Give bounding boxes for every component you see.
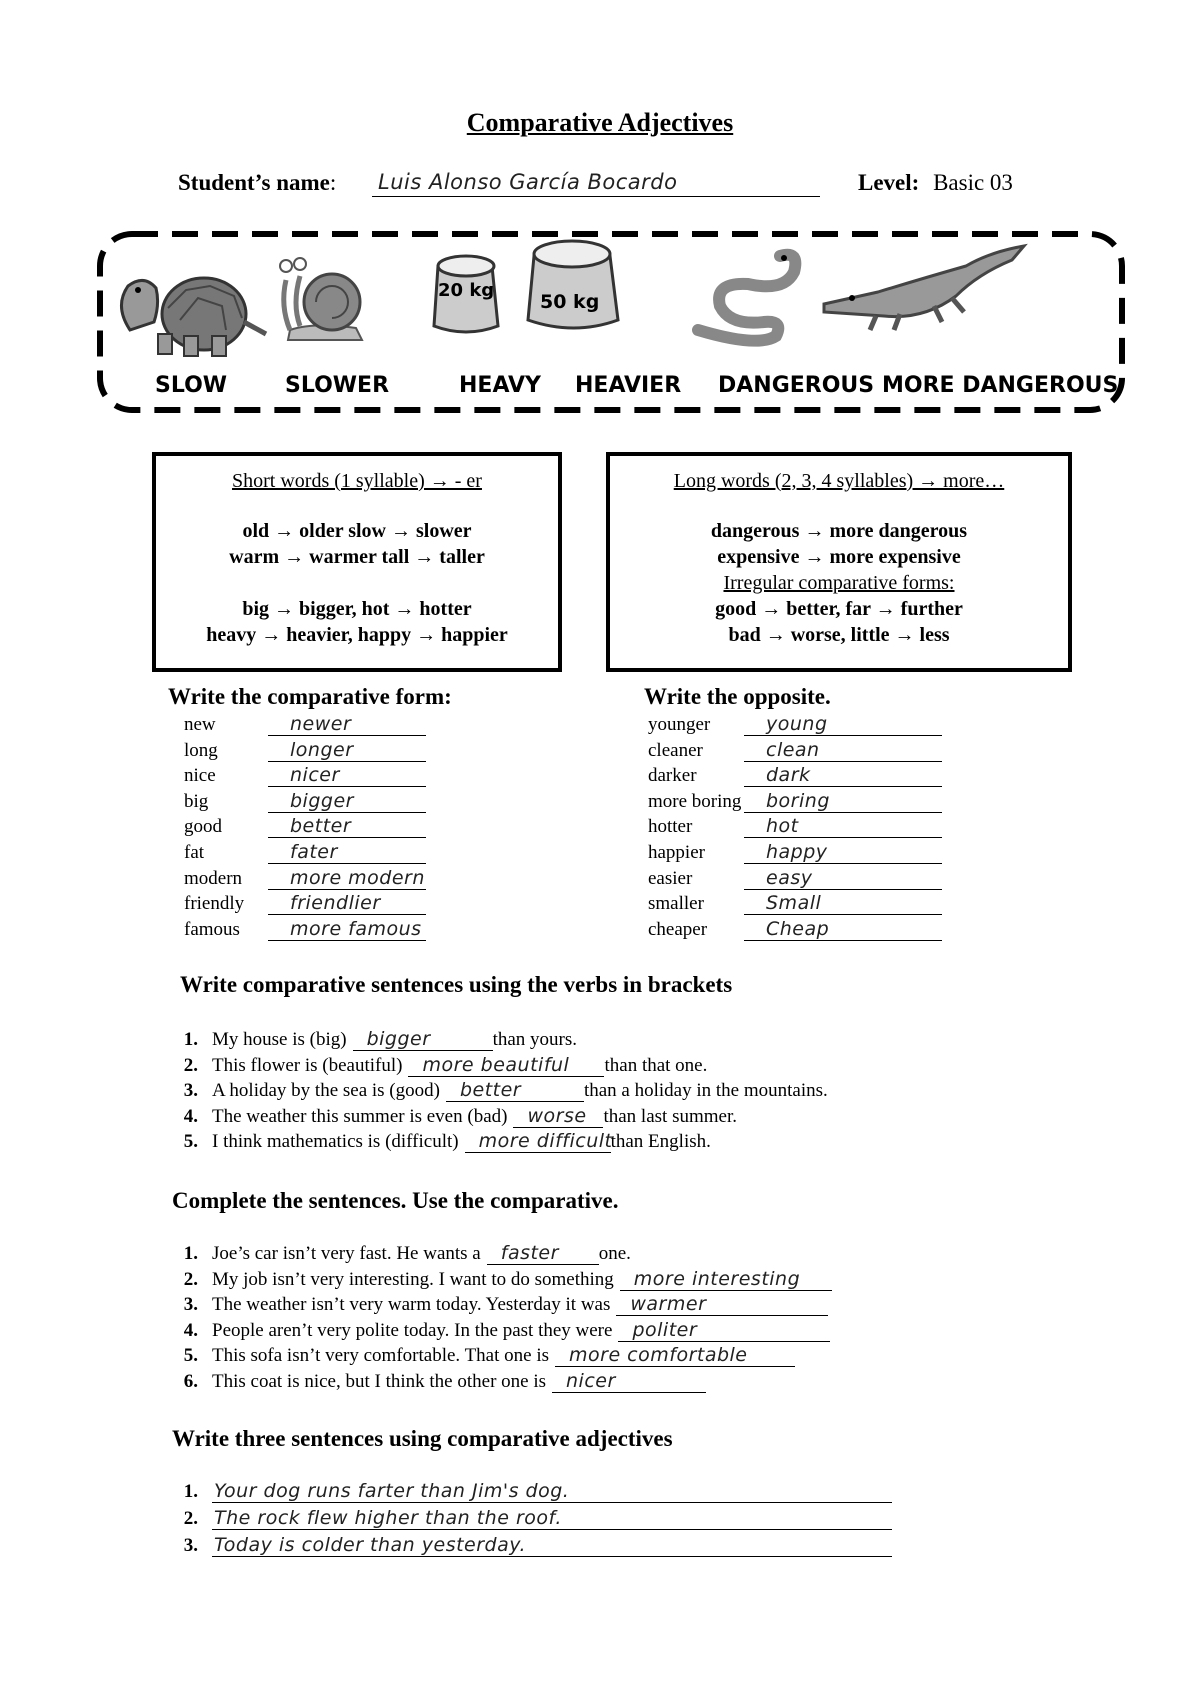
answer-field[interactable] xyxy=(744,813,942,838)
level-value: Basic 03 xyxy=(933,170,1013,195)
answer-field[interactable] xyxy=(408,1054,604,1077)
sentence-item xyxy=(160,1480,892,1504)
list-item xyxy=(184,714,426,738)
answer-text: hot xyxy=(766,815,799,838)
answer-field[interactable] xyxy=(268,865,426,890)
answer-text: more beautiful xyxy=(422,1053,570,1076)
answer-field[interactable] xyxy=(446,1079,584,1102)
answer-field[interactable] xyxy=(744,839,942,864)
word-label: new xyxy=(184,714,216,735)
list-item xyxy=(184,919,426,943)
label-slower: SLOWER xyxy=(285,373,390,398)
word-label: fat xyxy=(184,842,205,863)
label-slow: SLOW xyxy=(155,373,228,398)
answer-field[interactable] xyxy=(618,1319,830,1342)
answer-field[interactable] xyxy=(744,788,942,813)
sentence-prompt: The weather this summer is even (bad) xyxy=(212,1105,508,1127)
answer-field[interactable] xyxy=(616,1293,828,1316)
answer-field[interactable] xyxy=(744,737,942,762)
answer-text: Small xyxy=(766,892,822,915)
word-label: friendly xyxy=(184,893,245,915)
answer-text: better xyxy=(459,1079,522,1102)
bag-50kg-image xyxy=(528,241,618,328)
answer-field[interactable] xyxy=(620,1268,832,1291)
bag-20kg-image xyxy=(434,256,498,332)
level-row xyxy=(858,170,1013,196)
word-label: famous xyxy=(184,918,240,940)
student-name-field[interactable] xyxy=(372,168,820,197)
sentence-item xyxy=(160,1028,577,1052)
brackets-section-title: Write comparative sentences using the verbs in brackets xyxy=(180,972,733,997)
item-number: 1. xyxy=(183,1481,198,1502)
label-dangerous: DANGEROUS xyxy=(718,373,875,398)
answer-text: faster xyxy=(500,1242,559,1264)
answer-field[interactable] xyxy=(744,890,942,915)
sentence-ending: than yours. xyxy=(492,1029,578,1050)
answer-field[interactable] xyxy=(268,916,426,941)
item-number: 4. xyxy=(183,1319,198,1341)
student-name-row: Student’s name: xyxy=(178,170,337,195)
item-number: 6. xyxy=(183,1371,198,1392)
student-name-label: Student’s name xyxy=(178,170,330,195)
answer-field[interactable] xyxy=(212,1480,892,1503)
item-number: 5. xyxy=(183,1131,198,1153)
answer-field[interactable] xyxy=(212,1507,892,1530)
sentence-prompt: My house is (big) xyxy=(212,1029,347,1050)
sentence-item xyxy=(160,1130,711,1154)
item-number: 1. xyxy=(183,1243,198,1264)
list-item xyxy=(648,893,942,917)
rule-line: big → bigger, hot → hotter xyxy=(242,598,472,620)
list-item xyxy=(648,919,942,943)
irregular-heading: Irregular comparative forms: xyxy=(723,572,955,594)
sentence-prompt: The weather isn’t very warm today. Yesterday it was xyxy=(212,1294,611,1316)
answer-text: longer xyxy=(290,738,354,761)
complete-section-title: Complete the sentences. Use the comparative. xyxy=(172,1188,619,1213)
rules-long-box xyxy=(606,452,1072,672)
answer-text: more comfortable xyxy=(569,1344,748,1367)
item-number: 3. xyxy=(183,1294,198,1316)
list-item xyxy=(648,791,942,815)
answer-field[interactable] xyxy=(744,865,942,890)
answer-field[interactable] xyxy=(487,1242,599,1265)
answer-text: boring xyxy=(766,789,830,812)
item-number: 2. xyxy=(183,1508,198,1529)
answer-field[interactable] xyxy=(744,711,942,736)
sentence-prompt: This coat is nice, but I think the other one is xyxy=(212,1371,547,1392)
answer-text: friendlier xyxy=(290,892,381,915)
sentence-item xyxy=(160,1507,892,1531)
answer-text: worse xyxy=(527,1104,587,1127)
snail-image xyxy=(280,258,362,340)
answer-text: young xyxy=(766,713,828,735)
rule-line: heavy → heavier, happy → happier xyxy=(206,624,508,646)
student-name-value: Luis Alonso García Bocardo xyxy=(378,170,678,194)
answer-text: dark xyxy=(766,764,811,787)
sentence-item xyxy=(160,1105,737,1129)
crocodile-image xyxy=(824,246,1024,330)
list-item xyxy=(184,842,426,866)
answer-text: more modern xyxy=(290,866,425,889)
word-label: modern xyxy=(184,867,243,889)
sentence-item xyxy=(160,1534,892,1558)
list-item xyxy=(184,740,426,764)
rules-short-box xyxy=(152,452,562,672)
answer-text: clean xyxy=(766,738,820,761)
sentence-prompt: This sofa isn’t very comfortable. That one is xyxy=(212,1345,549,1367)
rule-line: dangerous → more dangerous xyxy=(710,520,968,542)
answer-text: Today is colder than yesterday. xyxy=(214,1534,527,1556)
answer-field[interactable] xyxy=(268,737,426,762)
rule-line: good → better, far → further xyxy=(715,598,963,620)
answer-text: Cheap xyxy=(766,917,830,940)
sentence-item xyxy=(160,1319,830,1343)
answer-field[interactable] xyxy=(744,916,942,941)
answer-field[interactable] xyxy=(353,1028,493,1051)
word-label: long xyxy=(184,739,218,761)
list-item xyxy=(648,816,942,840)
word-label: cleaner xyxy=(648,739,703,761)
word-label: nice xyxy=(184,765,216,787)
sentence-item xyxy=(160,1370,706,1394)
word-label: happier xyxy=(648,842,705,863)
sentence-prompt: I think mathematics is (difficult) xyxy=(212,1131,459,1153)
answer-field[interactable] xyxy=(268,788,426,813)
answer-field[interactable] xyxy=(555,1344,795,1367)
answer-field[interactable] xyxy=(465,1130,611,1153)
sentence-ending: than English. xyxy=(610,1131,711,1153)
sentence-ending: than last summer. xyxy=(603,1105,737,1127)
sentence-item xyxy=(160,1268,832,1292)
answer-text: bigger xyxy=(290,789,354,812)
answer-field[interactable] xyxy=(744,762,942,787)
svg-text:20 kg: 20 kg xyxy=(438,280,495,301)
sentence-prompt: A holiday by the sea is (good) xyxy=(212,1080,440,1102)
list-item xyxy=(184,868,426,892)
rule-line: warm → warmer tall → taller xyxy=(229,546,485,568)
word-label: big xyxy=(184,790,209,812)
sentence-prompt: My job isn’t very interesting. I want to do something xyxy=(212,1268,614,1290)
label-heavy: HEAVY xyxy=(459,373,541,398)
svg-text:50 kg: 50 kg xyxy=(540,291,600,313)
answer-field[interactable] xyxy=(268,813,426,838)
answer-text: warmer xyxy=(630,1293,707,1316)
sentence-prompt: People aren’t very polite today. In the past they were xyxy=(212,1319,613,1341)
sentence-item xyxy=(160,1079,828,1103)
answer-text: fater xyxy=(290,841,338,863)
list-item xyxy=(184,816,426,840)
word-label: smaller xyxy=(648,893,704,915)
answer-text: nicer xyxy=(290,764,340,787)
snake-image xyxy=(698,255,795,341)
answer-text: Your dog runs farter than Jim's dog. xyxy=(214,1480,570,1502)
list-item xyxy=(184,893,426,917)
item-number: 5. xyxy=(183,1345,198,1367)
sentence-item xyxy=(160,1344,795,1368)
answer-text: nicer xyxy=(566,1370,616,1392)
answer-text: newer xyxy=(290,713,352,735)
list-item xyxy=(184,765,426,789)
answer-text: happy xyxy=(766,841,828,863)
answer-field[interactable] xyxy=(268,762,426,787)
answer-field[interactable] xyxy=(268,711,426,736)
rules-long-heading: Long words (2, 3, 4 syllables) → more… xyxy=(673,470,1005,492)
list-item xyxy=(648,765,942,789)
answer-field[interactable] xyxy=(513,1105,603,1128)
answer-text: more difficult xyxy=(478,1130,613,1153)
item-number: 2. xyxy=(183,1268,198,1290)
sentence-item xyxy=(160,1054,707,1078)
label-heavier: HEAVIER xyxy=(575,373,682,398)
answer-field[interactable] xyxy=(268,890,426,915)
sentence-prompt: This flower is (beautiful) xyxy=(212,1054,403,1076)
worksheet-title: Comparative Adjectives xyxy=(466,108,734,137)
answer-text: easy xyxy=(766,866,813,889)
sentence-ending: than that one. xyxy=(604,1054,708,1076)
list-item xyxy=(648,868,942,892)
answer-field[interactable] xyxy=(268,839,426,864)
list-item xyxy=(648,842,942,866)
list-item xyxy=(648,714,942,738)
answer-field[interactable] xyxy=(552,1370,706,1393)
word-label: good xyxy=(184,816,222,838)
tortoise-image xyxy=(121,278,266,356)
rule-line: old → older slow → slower xyxy=(242,520,472,542)
comparative-section-title: Write the comparative form: xyxy=(168,684,452,709)
list-item xyxy=(184,791,426,815)
opposite-section-title: Write the opposite. xyxy=(644,684,831,709)
word-label: hotter xyxy=(648,816,693,838)
item-number: 1. xyxy=(183,1029,198,1050)
label-more-dangerous: MORE DANGEROUS xyxy=(882,373,1119,398)
item-number: 2. xyxy=(183,1054,198,1076)
sentence-item xyxy=(160,1242,631,1266)
sentence-ending: than a holiday in the mountains. xyxy=(583,1080,828,1102)
rule-line: bad → worse, little → less xyxy=(728,624,950,646)
answer-text: The rock flew higher than the roof. xyxy=(214,1507,562,1529)
sentence-prompt: Joe’s car isn’t very fast. He wants a xyxy=(212,1243,481,1264)
rule-line: expensive → more expensive xyxy=(717,546,961,568)
word-label: cheaper xyxy=(648,918,708,940)
sentence-item xyxy=(160,1293,828,1317)
answer-text: bigger xyxy=(366,1028,431,1050)
three-sentences-section-title: Write three sentences using comparative adjectives xyxy=(172,1426,673,1451)
item-number: 3. xyxy=(183,1535,198,1556)
answer-text: better xyxy=(290,815,352,838)
item-number: 4. xyxy=(183,1105,198,1127)
sentence-ending: one. xyxy=(598,1243,631,1264)
answer-text: more famous xyxy=(290,917,422,940)
answer-text: politer xyxy=(632,1318,698,1341)
word-label: more boring xyxy=(648,790,742,812)
word-label: younger xyxy=(648,714,711,735)
rules-short-heading: Short words (1 syllable) → - er xyxy=(232,470,482,492)
word-label: darker xyxy=(648,765,697,787)
answer-text: more interesting xyxy=(633,1267,801,1290)
item-number: 3. xyxy=(183,1080,198,1102)
level-label: Level: xyxy=(858,170,920,195)
list-item xyxy=(648,740,942,764)
answer-field[interactable] xyxy=(212,1534,892,1557)
word-label: easier xyxy=(648,867,693,889)
